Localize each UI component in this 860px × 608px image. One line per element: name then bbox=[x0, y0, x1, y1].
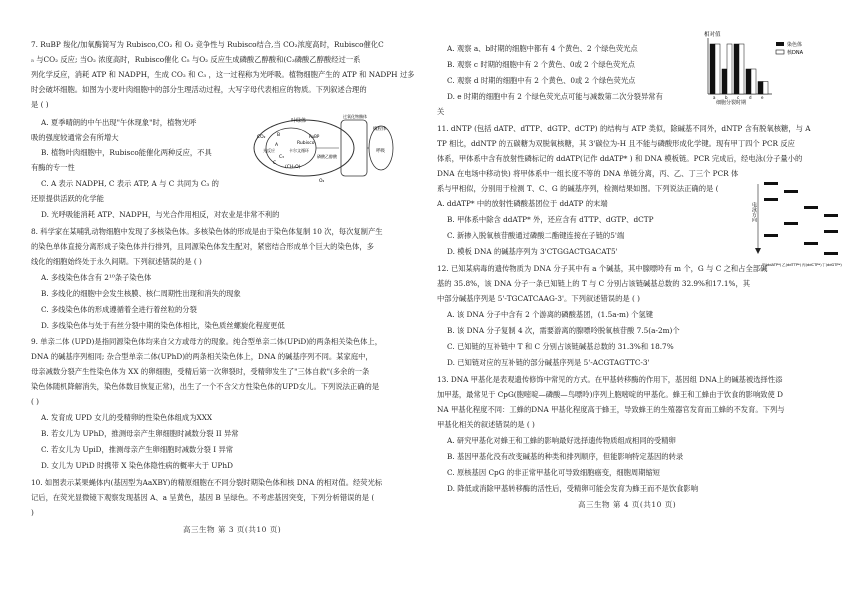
q7-option-b-cont: 有酶的专一性 bbox=[31, 163, 75, 172]
label-co2: CO₂ bbox=[257, 135, 266, 140]
legend-swatch-chromosome bbox=[776, 42, 784, 46]
q9-option-d: D. 女儿为 UPiD 时携带 X 染色体隐性病的概率大于 UPhD bbox=[41, 461, 233, 470]
bar-d-chromosome bbox=[746, 69, 751, 94]
q12-stem-line-2: 基的 35.8%，该 DNA 分子一条已知链上的 T 与 C 分别占该链碱基总数的 32.9%和17.1%，其 bbox=[437, 279, 751, 288]
legend-dna: 核DNA bbox=[787, 50, 804, 56]
tick-label-e: e bbox=[761, 95, 764, 100]
q10-stem-line-3: ) bbox=[31, 508, 34, 517]
q11-option-d: D. 模板 DNA 的碱基序列为 3'CTGGACTGACAT5' bbox=[447, 247, 618, 256]
q7-stem-line-4: 时会破坏细胞。如图为小麦叶肉细胞中的部分生理活动过程，大写字母代表相应的物质。下列叙述合理的 bbox=[31, 85, 367, 94]
q8-stem-line-3: 线化的细胞始终处于永久间期。下列叙述错误的是 ( ) bbox=[31, 257, 202, 266]
q7-option-d: D. 光呼吸能消耗 ATP、NADPH，与光合作用相反，对农业是非常不利的 bbox=[41, 210, 280, 219]
label-peroxisome: 过氧化物酶体 bbox=[343, 114, 367, 119]
q11-stem-line-1: 11. dNTP (包括 dATP、dTTP、dGTP、dCTP) 的结构与 ATP 类似，除碱基不同外，dNTP 含有脱氧核糖，与 A bbox=[437, 124, 811, 133]
chart-xlabel: 细胞分裂时期 bbox=[716, 100, 747, 106]
q7-stem-line-3: 列化学反应，消耗 ATP 和 NADPH，生成 CO₂ 和 C₃ ，这一过程称为光呼吸。植物细胞产生的 ATP 和 NADPH 过多 bbox=[31, 70, 415, 79]
q11-option-b: B. 甲体系中除含 ddATP* 外，还应含有 dTTP、dGTP、dCTP bbox=[447, 215, 654, 224]
label-rubp: RuBP bbox=[309, 134, 320, 139]
tick-label-b: b bbox=[725, 95, 728, 100]
bar-e-chromosome bbox=[758, 82, 763, 95]
label-a: A bbox=[275, 143, 279, 148]
q11-stem-line-2: TP 相比，ddNTP 的五碳糖为双脱氧核糖，其 3'碳位为-H 且不能与磷酸形成化学键。现有甲丁四个 PCR 反应 bbox=[437, 139, 795, 148]
q12-option-b: B. 该 DNA 分子复制 4 次，需要游离的腺嘌呤脱氧核苷酸 7.5(a-2m)个 bbox=[447, 326, 680, 335]
label-phosphoglycolate: 磷酸乙醇酸 bbox=[317, 154, 337, 159]
q10-bar-chart bbox=[700, 28, 820, 108]
label-chloroplast: 叶绿体 bbox=[291, 118, 307, 124]
q9-option-b: B. 若女儿为 UPhD，推测母亲产生卵细胞时减数分裂 II 异常 bbox=[41, 429, 239, 438]
legend-chromosome: 染色体 bbox=[787, 42, 803, 48]
page-4-footer: 高三生物 第 4 页(共10 页) bbox=[578, 500, 677, 509]
q10-option-c: C. 观察 d 时期的细胞中有 2 个黄色、0或 2 个绿色荧光点 bbox=[447, 76, 636, 85]
tick-label-a: a bbox=[713, 95, 716, 100]
q8-stem-line-1: 8. 科学家在某哺乳动物细胞中发现了多核染色体。多核染色体的形成是由于染色体复制 10 次，每次复制产生 bbox=[31, 227, 383, 236]
bar-d-dna bbox=[751, 69, 756, 94]
gel-axis-label: 电泳方向 bbox=[751, 202, 757, 222]
q12-option-c: C. 已知链的互补链中 T 和 C 分别占该链碱基总数的 31.3%和 18.7% bbox=[447, 342, 674, 351]
q8-option-d: D. 多线染色体与处于有丝分裂中期的染色体相比，染色质丝螺旋化程度更低 bbox=[41, 321, 285, 330]
q10-option-d: D. e 时期的细胞中有 2 个绿色荧光点可能与减数第二次分裂异常有 bbox=[447, 92, 663, 101]
label-calvin-cycle: 卡尔文循环 bbox=[289, 148, 309, 153]
label-c: C bbox=[273, 161, 277, 166]
bar-a-dna bbox=[715, 44, 720, 94]
q8-option-a: A. 多线染色体含有 2¹⁰条子染色体 bbox=[41, 273, 152, 282]
q9-option-c: C. 若女儿为 UpiD，推测母亲产生卵细胞时减数分裂 I 异常 bbox=[41, 445, 234, 454]
label-mitochondria: 线粒体 bbox=[373, 127, 387, 132]
q7-stem-line-2: ₅ 与CO₂ 反应; 当O₂ 浓度高时，Rubisco催化 C₅ 与O₂ 反应生成磷酸乙醇酸和(C₃磷酸乙醇酸经过一系 bbox=[31, 55, 361, 64]
q10-option-b: B. 观察 c 时期的细胞中有 2 个黄色、0或 2 个绿色荧光点 bbox=[447, 60, 635, 69]
q13-stem-line-2: 加甲基，最常见于 CpG(胞嘧啶—磷酸—鸟嘌呤)序列上胞嘧啶的甲基化。蜂王和工蜂由于饮食的影响致使 D bbox=[437, 390, 784, 399]
q9-stem-line-1: 9. 单亲二体 (UPD)是指同源染色体均来自父方或母方的现象。纯合型单亲二体(UPiD)的两条相关染色体上， bbox=[31, 337, 383, 346]
q9-stem-line-4: 染色体随机降解消失，染色体数目恢复正常)，出生了一个不含父方性染色体的UPD女儿。下列说法正确的是 bbox=[31, 382, 380, 391]
q8-option-b: B. 多线化的细胞中会发生核膜、核仁周期性出现和消失的现象 bbox=[41, 289, 241, 298]
bar-a-chromosome bbox=[710, 44, 715, 94]
q11-stem-line-3: 体系，甲体系中含有放射性磷标记的 ddATP(记作 ddATP* ) 和 DNA 模板链。PCR 完成后，经电泳(分子量小的 bbox=[437, 154, 803, 163]
page-3-footer: 高三生物 第 3 页(共10 页) bbox=[183, 525, 282, 534]
bar-b-chromosome bbox=[722, 69, 727, 94]
q9-stem-line-5: ( ) bbox=[31, 397, 40, 406]
label-ch2o: (CH₂O) bbox=[285, 165, 301, 170]
q7-option-c: C. A 表示 NADPH, C 表示 ATP, A 与 C 共同为 C₃ 的 bbox=[41, 179, 219, 188]
q11-option-a: A. ddATP* 中的放射性磷酸基团位于 ddATP 的末端 bbox=[437, 199, 608, 208]
q8-stem-line-2: 的染色单体直接分离形成子染色体并行排列，且同源染色体发生配对，紧密结合形成单个巨大的染色体，多 bbox=[31, 242, 374, 251]
q13-stem-line-3: NA 甲基化程度不同：工蜂的DNA 甲基化程度高于蜂王，导致蜂王的生殖器官发育而工蜂的不发育。下列与 bbox=[437, 405, 785, 414]
tick-label-c: c bbox=[737, 95, 740, 100]
q12-option-a: A. 该 DNA 分子中含有 2 个游离的磷酸基团，(1.5a-m) 个氢键 bbox=[447, 310, 654, 319]
q9-option-a: A. 发育成 UPD 女儿的受精卵的性染色体组成为XXX bbox=[41, 413, 213, 422]
label-respiration: 呼吸 bbox=[376, 149, 385, 154]
q7-cell-diagram bbox=[249, 108, 399, 188]
q7-option-b: B. 植物叶肉细胞中，Rubisco能催化两种反应，不具 bbox=[41, 148, 212, 157]
q12-stem-line-3: 中部分碱基序列是 5'-TGCATCAAG-3'。下列叙述错误的是 ( ) bbox=[437, 294, 641, 303]
q13-stem-line-4: 甲基化相关的叙述错误的是 ( ) bbox=[437, 420, 535, 429]
bar-b-dna bbox=[727, 44, 732, 94]
chart-ylabel: 相对值 bbox=[704, 32, 721, 38]
q7-option-a-cont: 吸的强度较通常会有所增大 bbox=[31, 133, 119, 142]
gel-lane-1: 甲(ddATP*) bbox=[762, 263, 782, 267]
q7-option-c-cont: 还原提供活跃的化学能 bbox=[31, 194, 104, 203]
q9-stem-line-2: DNA 的碱基序列相同; 杂合型单亲二体(UPhD)的两条相关染色体上，DNA 的碱基序列不同。某家庭中， bbox=[31, 352, 373, 361]
label-c3: C₃ bbox=[279, 155, 284, 160]
q13-option-b: B. 基因甲基化没有改变碱基的种类和排列顺序，但能影响特定基因的转录 bbox=[447, 452, 684, 461]
q11-option-c: C. 新掺入脱氧核苷酸通过磷酸二酯键连接在子链的5'端 bbox=[447, 231, 625, 240]
q7-stem-line-5: 是 ( ) bbox=[31, 100, 49, 109]
label-light-reaction: 光反应 bbox=[263, 148, 275, 153]
q11-gel-figure bbox=[752, 172, 844, 272]
label-b: B bbox=[277, 133, 281, 138]
q13-option-a: A. 研究甲基化对蜂王和工蜂的影响最好选择遗传物质组成相同的受精卵 bbox=[447, 436, 676, 445]
q10-option-a: A. 观察 a、b时期的细胞中都有 4 个黄色、2 个绿色荧光点 bbox=[447, 44, 638, 53]
q10-stem-line-2: 记后，在荧光显微镜下观察发现基因 A、a 呈黄色，基因 B 呈绿色。不考虑基因突变，下列分析错误的是 ( bbox=[31, 493, 375, 502]
bar-e-dna bbox=[763, 82, 768, 95]
q10-option-d-cont: 关 bbox=[437, 107, 445, 116]
bar-c-chromosome bbox=[734, 44, 739, 94]
q12-option-d: D. 已知链对应的互补链的部分碱基序列是 5'-ACGTAGTTC-3' bbox=[447, 358, 650, 367]
q9-stem-line-3: 母亲减数分裂产生性染色体为 XX 的卵细胞，受精后第一次卵裂时，受精卵发生了"三体自救"(多余的一条 bbox=[31, 367, 370, 376]
label-o2: O₂ bbox=[319, 179, 325, 184]
q7-option-a: A. 夏季晴朗的中午出现"午休现象"时，植物光呼 bbox=[41, 118, 197, 127]
q11-stem-line-4: DNA 在电场中移动快) 将甲体系中一组长度不等的 DNA 单链分离，丙、乙、丁三个 PCR 体 bbox=[437, 169, 739, 178]
q12-stem-line-1: 12. 已知某病毒的遗传物质为 DNA 分子其中有 a 个碱基，其中腺嘌呤有 m 个，G 与 C 之和占全部碱 bbox=[437, 264, 768, 273]
q13-option-d: D. 降低或消除甲基转移酶的活性后，受精卵可能会发育为蜂王而不是饮食影响 bbox=[447, 484, 699, 493]
q11-stem-line-5: 系与甲相似，分别用于检测 T、C、G 的碱基序列，检测结果如图。下列说法正确的是 ( bbox=[437, 184, 719, 193]
gel-lane-3: 丙(ddCTP*) bbox=[802, 263, 822, 267]
legend-swatch-dna bbox=[776, 50, 784, 54]
bar-c-dna bbox=[739, 44, 744, 94]
q13-option-c: C. 原核基因 CpG 的非正常甲基化可导致细胞癌变，细胞周期缩短 bbox=[447, 468, 661, 477]
gel-lane-2: 乙(ddTTP*) bbox=[782, 263, 802, 267]
q7-stem-line-1: 7. RuBP 羧化/加氧酶简写为 Rubisco,CO₂ 和 O₂ 竞争性与 Rubisco结合,当 CO₂浓度高时，Rubisco催化C bbox=[31, 40, 384, 49]
gel-lane-4: 丁(ddGTP*) bbox=[822, 263, 842, 267]
tick-label-d: d bbox=[749, 95, 752, 100]
q10-stem-line-1: 10. 如图表示某果蝇体内(基因型为AaXBY)的精原细胞在不同分裂时期染色体和核 DNA 的相对值。经荧光标 bbox=[31, 478, 383, 487]
q13-stem-line-1: 13. DNA 甲基化是表观遗传修饰中常见的方式。在甲基转移酶的作用下，基因组 DNA上的碱基被选择性添 bbox=[437, 375, 783, 384]
label-rubisco: Rubisco bbox=[297, 141, 315, 146]
q8-option-c: C. 多线染色体的形成遵循着全进行着丝粒的分裂 bbox=[41, 305, 197, 314]
